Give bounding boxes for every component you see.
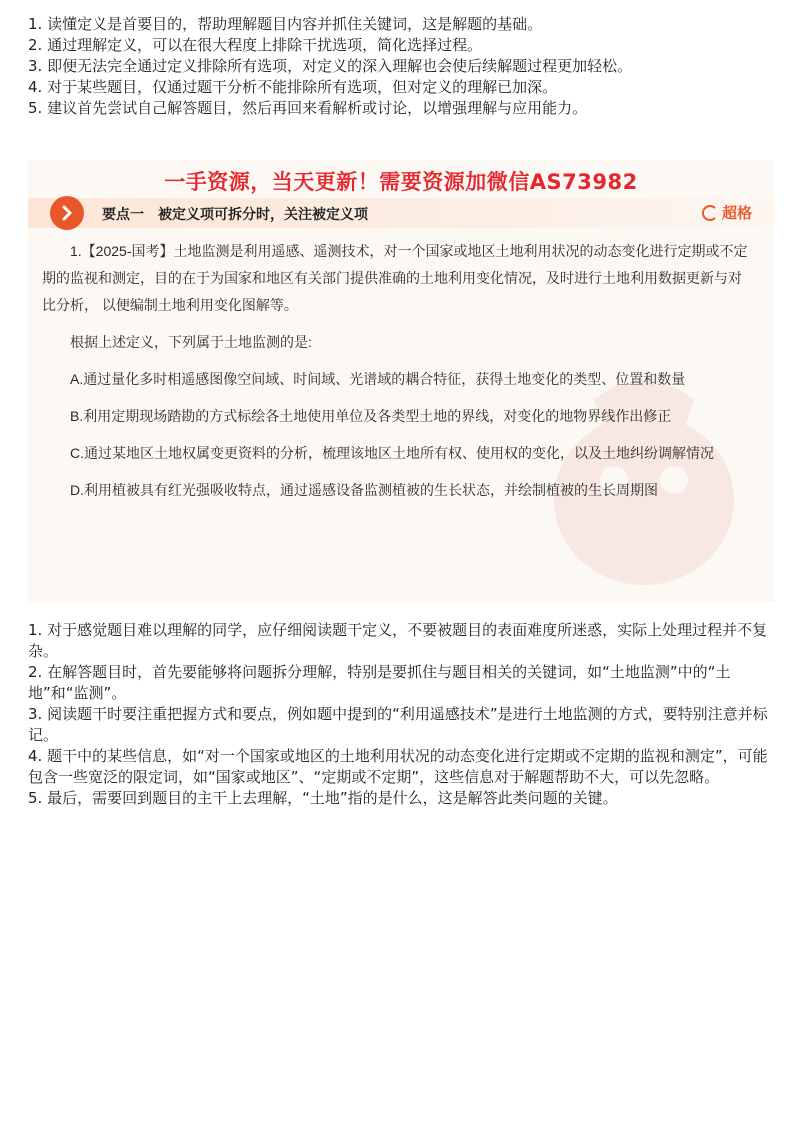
question-card-image <box>28 160 774 602</box>
list-item: 4. 题干中的某些信息，如“对一个国家或地区的土地利用状况的动态变化进行定期或不定期的监视和测定”，可能包含一些宽泛的限定词，如“国家或地区”、“定期或不定期”，这些信息对于解题帮助不大，可以先忽略。 <box>28 747 768 786</box>
option-a: A.通过量化多时相遥感图像空间域、时间域、光谱域的耦合特征，获得土地变化的类型、位置和数量 <box>70 371 686 387</box>
resource-banner: 一手资源，当天更新！需要资源加微信AS73982 <box>164 170 638 194</box>
list-item: 1. 对于感觉题目难以理解的同学，应仔细阅读题干定义，不要被题目的表面难度所迷惑，实际上处理过程并不复杂。 <box>28 621 768 660</box>
list-item: 4. 对于某些题目，仅通过题干分析不能排除所有选项，但对定义的理解已加深。 <box>28 78 558 96</box>
list-item: 5. 建议首先尝试自己解答题目，然后再回来看解析或讨论，以增强理解与应用能力。 <box>28 99 588 117</box>
question-body <box>42 238 750 514</box>
brand-mark-icon <box>702 205 718 221</box>
section-title <box>102 204 368 224</box>
section-text: 被定义项可拆分时，关注被定义项 <box>158 207 368 223</box>
list-item: 1. 读懂定义是首要目的，帮助理解题目内容并抓住关键词，这是解题的基础。 <box>28 15 543 33</box>
list-item: 2. 通过理解定义，可以在很大程度上排除干扰选项，简化选择过程。 <box>28 36 483 54</box>
list-item: 3. 阅读题干时要注重把握方式和要点，例如题中提到的“利用遥感技术”是进行土地监测的方式，要特别注意并标记。 <box>28 705 768 744</box>
list-item: 2. 在解答题目时，首先要能够将问题拆分理解，特别是要抓住与题目相关的关键词，如“土地监测”中的“土地”和“监测”。 <box>28 663 731 702</box>
intro-tips-list <box>28 14 778 119</box>
question-prompt: 根据上述定义，下列属于土地监测的是: <box>70 334 312 350</box>
list-item: 5. 最后，需要回到题目的主干上去理解，“土地”指的是什么，这是解答此类问题的关键。 <box>28 789 618 807</box>
option-d: D.利用植被具有红光强吸收特点，通过遥感设备监测植被的生长状态，并绘制植被的生长周期图 <box>70 482 658 498</box>
section-label: 要点一 <box>102 207 144 223</box>
question-stem: 1.【2025-国考】土地监测是利用遥感、遥测技术，对一个国家或地区土地利用状况的动态变化进行定期或不定期的监视和测定，目的在于为国家和地区有关部门提供准确的土地利用变化情况，及时进行土地利用数据更新与对比分析， 以便编制土地利用变化图解等。 <box>42 243 748 313</box>
brand-name: 超格 <box>721 204 752 222</box>
option-c: C.通过某地区土地权属变更资料的分析，梳理该地区土地所有权、使用权的变化，以及土地纠纷调解情况 <box>70 445 714 461</box>
option-b: B.利用定期现场踏勘的方式标绘各土地使用单位及各类型土地的界线，对变化的地物界线作出修正 <box>70 408 672 424</box>
analysis-tips-list <box>28 620 778 809</box>
chevron-right-icon <box>50 196 84 230</box>
list-item: 3. 即便无法完全通过定义排除所有选项，对定义的深入理解也会使后续解题过程更加轻松。 <box>28 57 633 75</box>
brand-logo <box>702 202 752 223</box>
